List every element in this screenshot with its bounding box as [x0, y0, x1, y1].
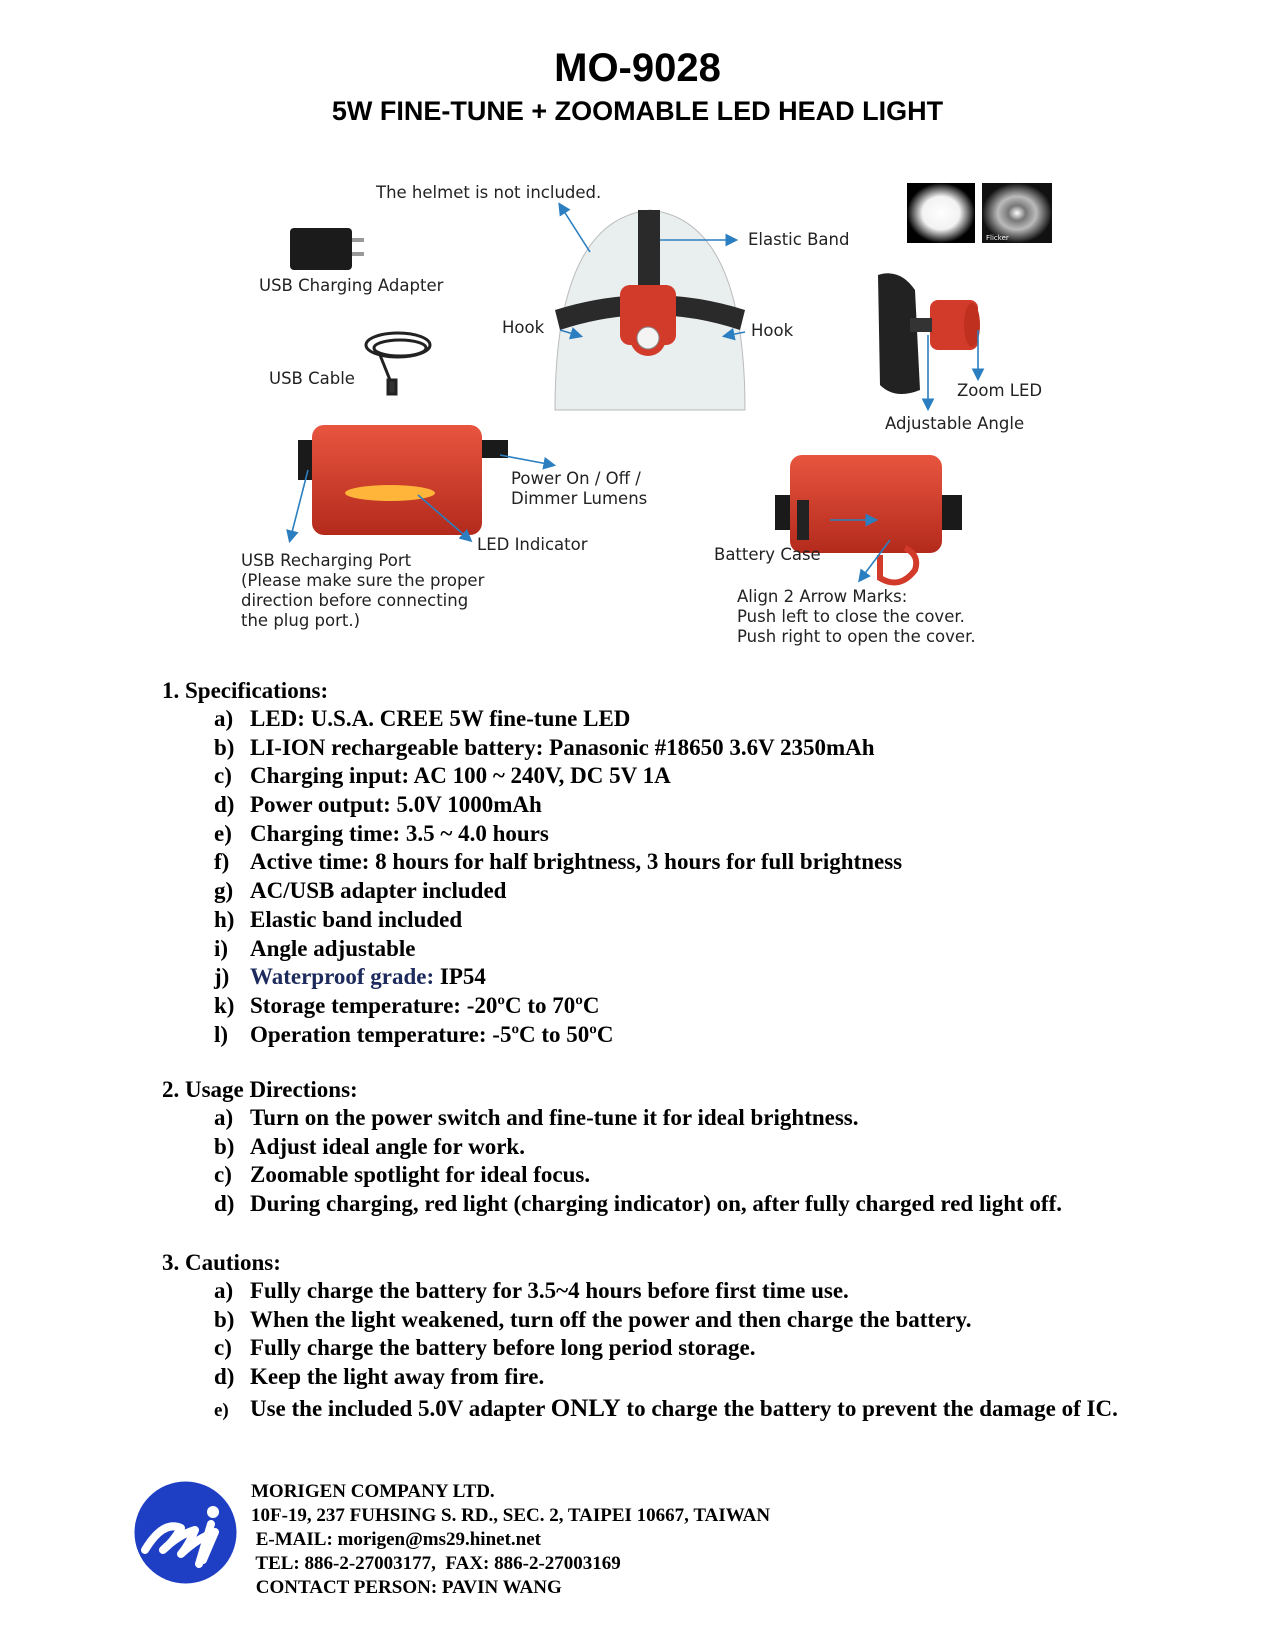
battery-case-label: Battery Case — [714, 545, 821, 564]
spec-item: i) Angle adjustable — [214, 935, 416, 961]
hook-right-label: Hook — [751, 321, 794, 340]
usb-cable-image — [366, 333, 430, 394]
spec-item: h) Elastic band included — [214, 906, 463, 932]
usage-title: 2. Usage Directions: — [162, 1077, 358, 1102]
elastic-band-label: Elastic Band — [748, 230, 850, 249]
spec-item: l) Operation temperature: -5ºC to 50ºC — [214, 1021, 614, 1047]
spec-item: k) Storage temperature: -20ºC to 70ºC — [214, 992, 600, 1018]
company-info — [251, 1480, 770, 1600]
hook-left-label: Hook — [502, 318, 545, 337]
spec-item: g) AC/USB adapter included — [214, 878, 507, 904]
usb-cable-label: USB Cable — [269, 369, 355, 388]
specifications-title: 1. Specifications: — [162, 678, 329, 703]
product-figure — [0, 0, 1275, 660]
company-email: E-MAIL: morigen@ms29.hinet.net — [251, 1529, 541, 1550]
caution-item: e) Use the included 5.0V adapter ONLY to charge the battery to prevent the damage of IC. — [214, 1394, 1118, 1422]
product-model: MO-9028 — [554, 46, 721, 90]
align-line3: Push right to open the cover. — [737, 627, 976, 646]
align-line2: Push left to close the cover. — [737, 607, 965, 626]
zoom-lamp-image — [878, 273, 980, 394]
usb-port-line1: USB Recharging Port — [241, 551, 412, 570]
zoom-led-label: Zoom LED — [957, 381, 1043, 400]
beam-samples-image — [907, 183, 1052, 243]
spec-item: a) LED: U.S.A. CREE 5W fine-tune LED — [214, 706, 631, 731]
usb-port-line3: direction before connecting — [241, 591, 469, 610]
cautions-title: 3. Cautions: — [162, 1250, 281, 1275]
caution-item: b) When the light weakened, turn off the power and then charge the battery. — [214, 1306, 972, 1332]
company-name: MORIGEN COMPANY LTD. — [251, 1481, 495, 1502]
company-phone: TEL: 886-2-27003177, FAX: 886-2-27003169 — [251, 1553, 621, 1574]
usb-adapter-label: USB Charging Adapter — [259, 276, 444, 295]
usb-adapter-image — [290, 228, 364, 270]
company-logo — [133, 1480, 238, 1585]
company-contact: CONTACT PERSON: PAVIN WANG — [251, 1577, 562, 1598]
product-subtitle: 5W FINE-TUNE + ZOOMABLE LED HEAD LIGHT — [331, 96, 944, 126]
caution-item: a) Fully charge the battery for 3.5~4 hours before first time use. — [214, 1278, 849, 1303]
spec-item: j) Waterproof grade: IP54 — [214, 964, 486, 990]
usage-section — [162, 1076, 1062, 1219]
usage-item: d) During charging, red light (charging indicator) on, after fully charged red light off. — [214, 1191, 1062, 1217]
usage-item: c) Zoomable spotlight for ideal focus. — [214, 1162, 591, 1188]
usb-port-line4: the plug port.) — [241, 611, 361, 630]
battery-pack-front-image — [298, 425, 508, 535]
caution-item: d) Keep the light away from fire. — [214, 1364, 545, 1390]
spec-item: c) Charging input: AC 100 ~ 240V, DC 5V 1A — [214, 763, 671, 789]
power-label — [511, 469, 647, 509]
spec-item: b) LI-ION rechargeable battery: Panasonic #18650 3.6V 2350mAh — [214, 734, 875, 760]
spec-item: d) Power output: 5.0V 1000mAh — [214, 792, 542, 818]
usb-port-line2: (Please make sure the proper — [241, 571, 485, 590]
company-address: 10F-19, 237 FUHSING S. RD., SEC. 2, TAIPEI 10667, TAIWAN — [251, 1505, 771, 1526]
spec-item: f) Active time: 8 hours for half brightness, 3 hours for full brightness — [214, 849, 903, 875]
power-label-line2: Dimmer Lumens — [511, 489, 648, 508]
caution-item: c) Fully charge the battery before long period storage. — [214, 1335, 756, 1361]
cautions-section — [162, 1249, 1118, 1426]
specifications-section — [162, 677, 902, 1049]
helmet-note-label: The helmet is not included. — [376, 183, 602, 202]
usage-item: b) Adjust ideal angle for work. — [214, 1133, 525, 1159]
flicker-label: Flicker — [986, 234, 1009, 242]
power-label-line1: Power On / Off / — [511, 469, 641, 488]
spec-item: e) Charging time: 3.5 ~ 4.0 hours — [214, 820, 549, 846]
usage-item: a) Turn on the power switch and fine-tune it for ideal brightness. — [214, 1105, 859, 1130]
adjustable-angle-label: Adjustable Angle — [885, 414, 1025, 433]
led-indicator-label: LED Indicator — [477, 535, 588, 554]
align-label — [737, 587, 976, 647]
align-line1: Align 2 Arrow Marks: — [737, 587, 908, 606]
usb-port-label — [241, 551, 484, 631]
